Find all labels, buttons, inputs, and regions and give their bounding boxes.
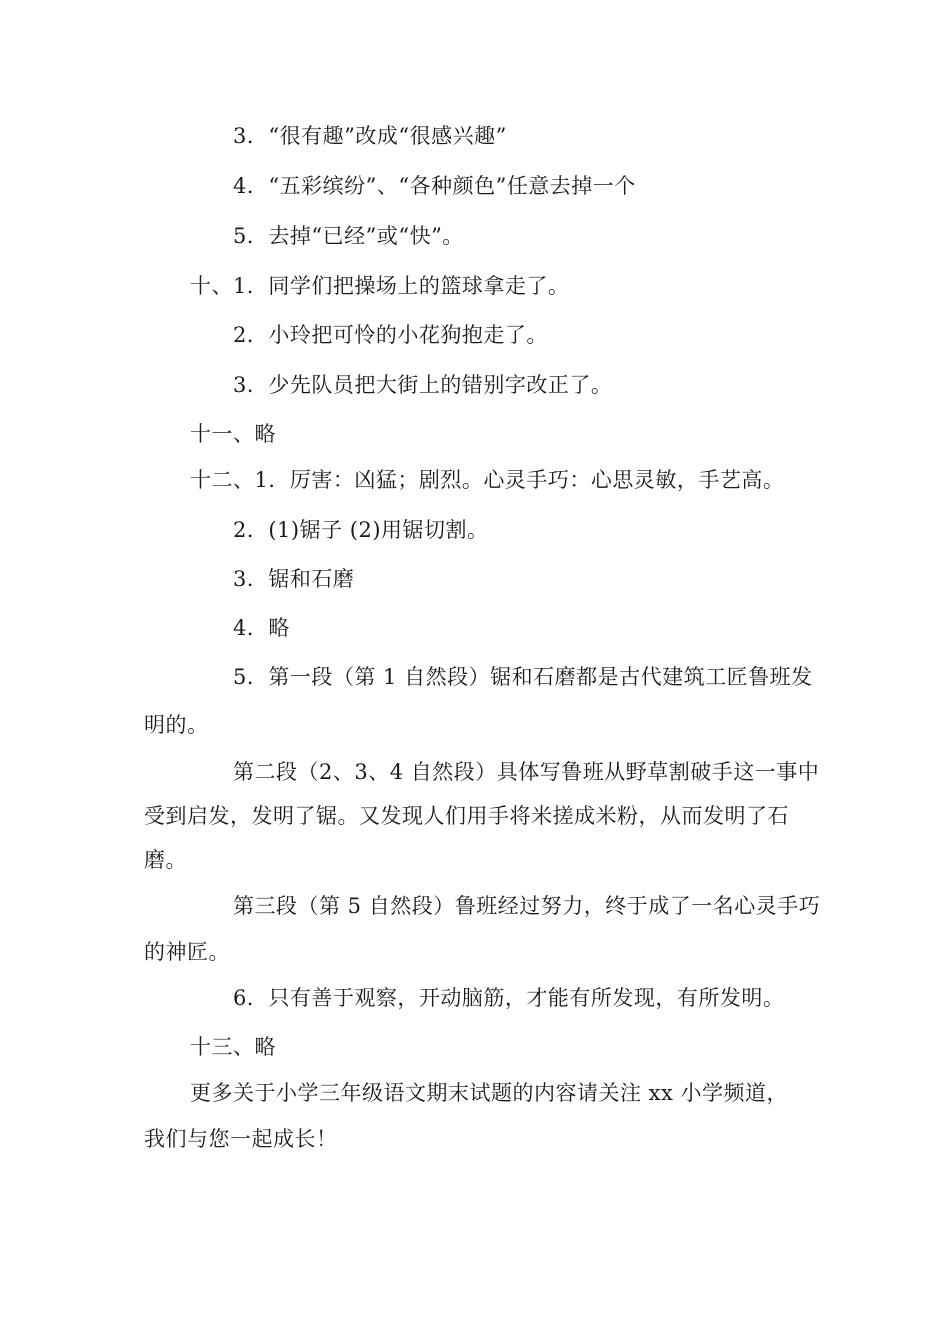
paragraph-2-line-2: 受到启发，发明了锯。又发现人们用手将米搓成米粉，从而发明了石 [144,804,789,828]
section-13-line: 十三、略 [190,1035,276,1059]
section-12-line-1: 十二、1．厉害：凶猛；剧烈。心灵手巧：心思灵敏，手艺高。 [190,468,785,492]
section-12-line-5-cont: 明的。 [144,713,209,737]
footer-line-2: 我们与您一起成长！ [144,1127,338,1151]
section-12-line-6: 6．只有善于观察，开动脑筋，才能有所发现，有所发明。 [233,986,785,1010]
paragraph-2-line-3: 磨。 [144,848,187,872]
answer-line-3: 3．“很有趣”改成“很感兴趣” [233,124,507,148]
section-10-line-3: 3．少先队员把大街上的错别字改正了。 [233,373,613,397]
paragraph-3-line-1: 第三段（第 5 自然段）鲁班经过努力，终于成了一名心灵手巧 [233,894,821,918]
paragraph-3-line-2: 的神匠。 [144,940,230,964]
answer-line-4: 4．“五彩缤纷”、“各种颜色”任意去掉一个 [233,174,636,198]
section-12-line-2: 2．(1)锯子 (2)用锯切割。 [233,518,489,542]
footer-line-1: 更多关于小学三年级语文期末试题的内容请关注 xx 小学频道， [190,1081,789,1105]
section-12-line-4: 4．略 [233,616,290,640]
section-12-line-5: 5．第一段（第 1 自然段）锯和石磨都是古代建筑工匠鲁班发 [233,665,813,689]
paragraph-2-line-1: 第二段（2、3、4 自然段）具体写鲁班从野草割破手这一事中 [233,760,820,784]
section-11-line: 十一、略 [190,422,276,446]
section-10-line-1: 十、1．同学们把操场上的篮球拿走了。 [190,274,570,298]
section-12-line-3: 3．锯和石磨 [233,567,355,591]
answer-line-5: 5．去掉“已经”或“快”。 [233,224,464,248]
section-10-line-2: 2．小玲把可怜的小花狗抱走了。 [233,323,548,347]
